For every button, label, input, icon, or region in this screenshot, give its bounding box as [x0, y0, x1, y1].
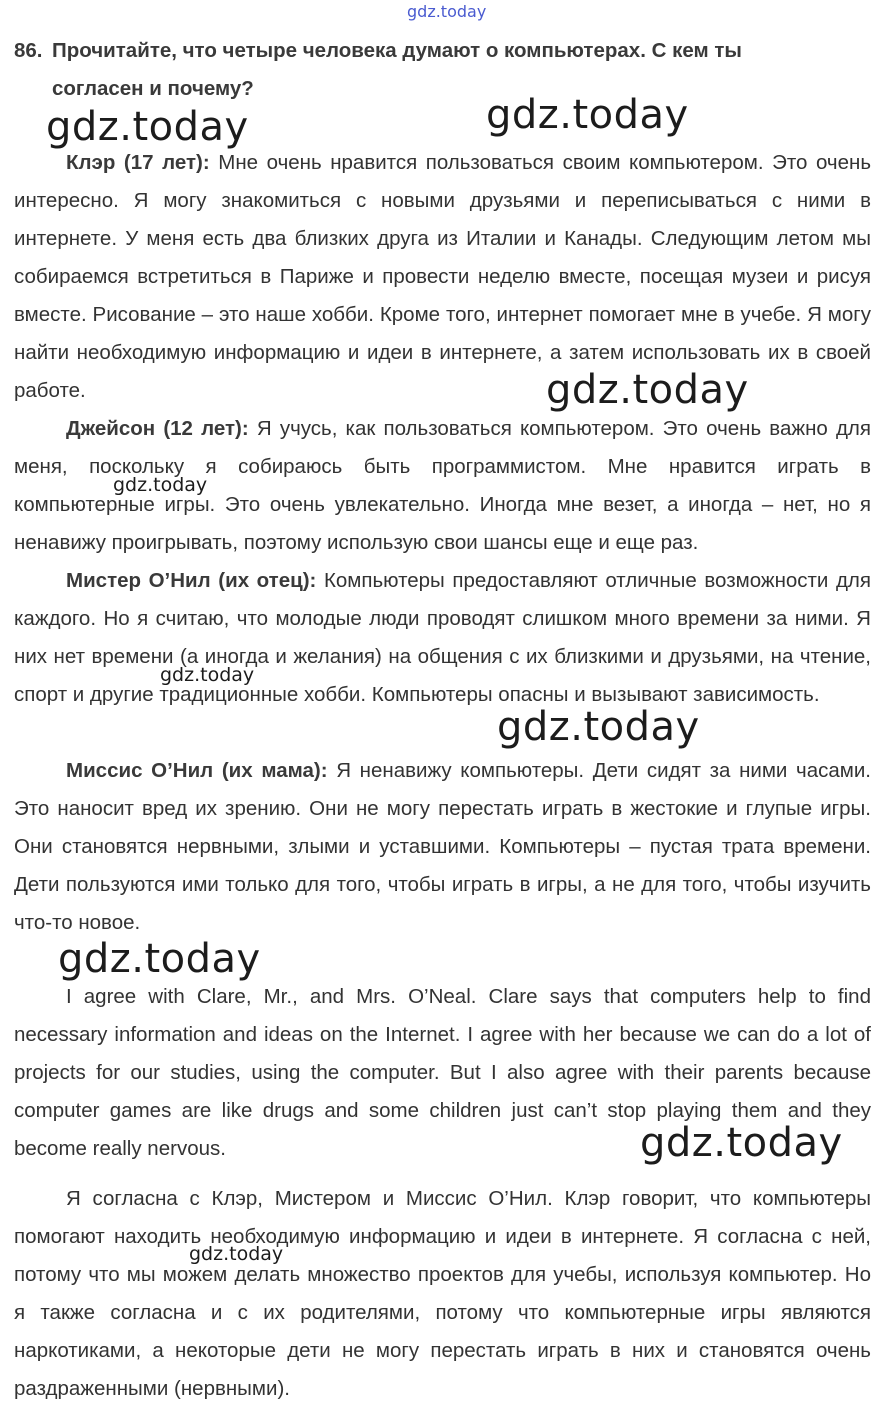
watermark-2: gdz.today	[486, 92, 689, 138]
speaker-jason: Джейсон (12 лет):	[66, 417, 249, 440]
watermark-9: gdz.today	[189, 1243, 284, 1265]
text-mrs-oneal: Я ненавижу компьютеры. Дети сидят за ними часами. Это наносит вред их зрению. Они не могу перестать играть в жестокие и глупые игры. Они становятся нервными, злыми и уставшими. Компьютеры – пустая трата времени. Дети пользуются ими только для того, чтобы играть в игры, а не для того, чтобы изучить что-то новое.	[14, 759, 872, 934]
watermark-3: gdz.today	[546, 367, 749, 413]
speaker-mr-oneal: Мистер О’Нил (их отец):	[66, 569, 317, 592]
watermark-7: gdz.today	[58, 936, 261, 982]
speaker-mrs-oneal: Миссис О’Нил (их мама):	[66, 759, 328, 782]
paragraph-mrs-oneal	[14, 752, 871, 942]
paragraph-mr-oneal	[14, 562, 871, 714]
answer-english-text: I agree with Clare, Mr., and Mrs. O’Neal. Clare says that computers help to find necessary information and ideas on the Internet. I agree with her because we can do a lot of projects for our studies, using the computer. But I also agree with their parents because computer games are like drugs and some children just can’t stop playing them and they become really nervous.	[14, 985, 871, 1160]
text-mr-oneal: Компьютеры предоставляют отличные возможности для каждого. Но я считаю, что молодые люди проводят слишком много времени за ними. Я них нет времени (а иногда и желания) на общения с их близкими и друзьями, на чтение, спорт и другие традиционные хобби. Компьютеры опасны и вызывают зависимость.	[14, 569, 871, 706]
task-text-line1: Прочитайте, что четыре человека думают о компьютерах. С кем ты	[52, 39, 742, 62]
task-text-line2: согласен и почему?	[52, 77, 254, 100]
text-clare: Мне очень нравится пользоваться своим компьютером. Это очень интересно. Я могу знакомиться с новыми друзьями и переписываться с ними в интернете. У меня есть два близких друга из Италии и Канады. Следующим летом мы собираемся встретиться в Париже и провести неделю вместе, посещая музеи и рисуя вместе. Рисование – это наше хобби. Кроме того, интернет помогает мне в учебе. Я могу найти необходимую информацию и идеи в интернете, а затем использовать их в своей работе.	[14, 151, 871, 402]
watermark-5: gdz.today	[160, 664, 255, 686]
task-heading	[14, 32, 874, 108]
watermark-4: gdz.today	[113, 474, 208, 496]
watermark-1: gdz.today	[46, 104, 249, 150]
text-jason: Я учусь, как пользоваться компьютером. Это очень важно для меня, поскольку я собираюсь быть программистом. Мне нравится играть в компьютерные игры. Это очень увлекательно. Иногда мне везет, а иногда – нет, но я ненавижу проигрывать, поэтому использую свои шансы еще и еще раз.	[14, 417, 871, 554]
answer-russian-text: Я согласна с Клэр, Мистером и Миссис О’Нил. Клэр говорит, что компьютеры помогают находить необходимую информацию и идеи в интернете. Я согласна с ней, потому что мы можем делать множество проектов для учебы, используя компьютер. Но я также согласна и с их родителями, потому что компьютерные игры являются наркотиками, а некоторые дети не могу перестать играть в них и становятся очень раздраженными (нервными).	[14, 1187, 871, 1400]
task-number: 86.	[14, 39, 43, 62]
speaker-clare: Клэр (17 лет):	[66, 151, 210, 174]
watermark-6: gdz.today	[497, 704, 700, 750]
answer-russian	[14, 1180, 871, 1408]
header-watermark: gdz.today	[407, 2, 487, 21]
watermark-8: gdz.today	[640, 1120, 843, 1166]
